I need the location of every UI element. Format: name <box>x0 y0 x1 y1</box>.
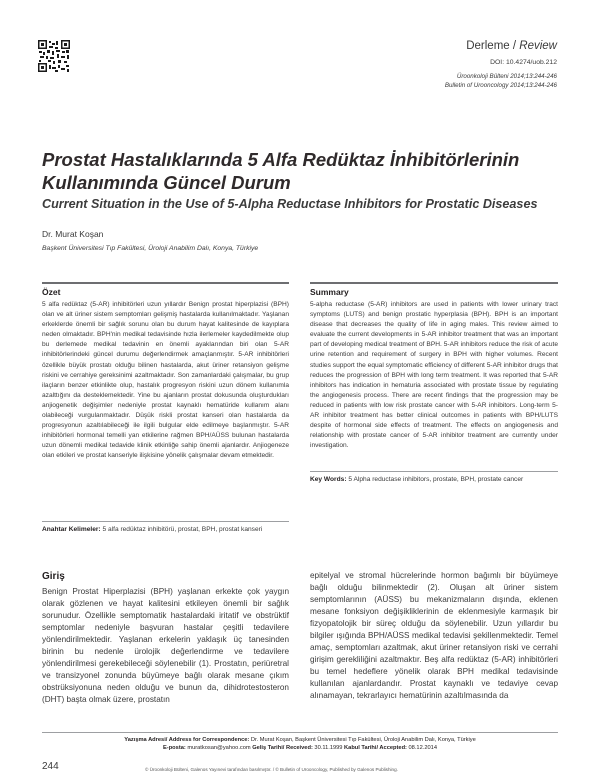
article-title: Prostat Hastalıklarında 5 Alfa Redüktaz İnhibitörlerinin Kullanımında Güncel Durum <box>42 149 520 193</box>
giris-column-2: epitelyal ve stromal hücrelerinde hormon bağımlı bir büyümeye bağlı olduğu bilinmektedir (2). Oluşan alt üriner sistem semptomlarının (AÜSS) bu mekanizmaların dışında, eklenen mesane fonksiyon değişikliklerinin de eklenmesiyle karmaşık bir fizyopatolojik bir süreç olduğu da söylenebilir. Uzun yıllardır bu bilgiler ışığında BPH/AÜSS medikal tedavisi şekillenmektedir. Temel amaç, semptomları azaltmak, akut üriner retansiyon riski ve cerrahi girişim gerekliliğini azaltmaktır. Beş alfa redüktaz (5-AR) inhibitörleri bu temel hedeflere yönelik olarak BPH medikal tedavisinde kullanılan ajanlardandır. Prostat kaynaklı ve tedaviye cevap alınamayan, tekrarlayıcı hematürinin azaltılmasında da <box>310 571 558 701</box>
doi[interactable]: DOI: 10.4274/uob.212 <box>490 59 557 66</box>
article-category <box>466 40 557 52</box>
ozet-keywords-label: Anahtar Kelimeler: <box>42 526 101 533</box>
ozet-keywords-list: 5 alfa redüktaz inhibitörü, prostat, BPH, prostat kanseri <box>102 526 263 533</box>
email-address[interactable]: muratkosan@yahoo.com <box>185 745 253 751</box>
summary-heading: Summary <box>310 287 349 297</box>
footer-rule <box>42 732 558 733</box>
address-label: Yazışma Adresi/ Address for Correspondence: <box>124 737 250 743</box>
ozet-text: 5 alfa redüktaz (5-AR) inhibitörleri uzun yıllardır Benign prostat hiperplazisi (BPH) olan ve alt üriner sistem semptomları gelişmiş hastalarda kullanılmaktadır. Yaşlanan erkeklerde önemli bir sağlık sorunu olan bu durum hayat kalitesinde de kayıplara neden olmaktadır. BPH'nin medikal tedavisinde hızla ilerlemeler kaydedilmekte olup bu derlemede medikal tedavinin en önemli ayaklarından biri olan 5-AR inhibitörlerindeki güncel durumu değerlendirmek amaçlanmıştır. 5-AR inhibitörleri özellikle büyük prostatı olduğu bilinen hastalarda, akut üriner retansiyon gelişme riskini ve cerrahiye gereksinimi azaltmaktadır. Son zamanlardaki çalışmalar, bu grup ilaçların benzer etkinlikte olup, hastalık progresyon riskini uzun dönem kullanımla azalttığını da desteklemektedir. Yine bu ajanların prostat dokusunda oluşturdukları anjiogenetik değişimler nedeniyle prostat kaynaklı hematüride kullanım alanı olabileceği vurgulanmaktadır. Düşük riskli prostat kanseri olan hastalarda da progresyonun azaltılabileceği ile ilgili bulgular elde edilmeye başlanmıştır. 5-AR inhibitörleri hormonal temelli yan etkilerine rağmen BPH/AÜSS bulunan hastalarda uzun dönemli medikal tedavide klinik etkinliğe sahip önemli ajanlardır. Anjiogeneze olan etkileri ve prostat kanseriyle ilişkisine yönelik çalışmalar devam etmektedir. <box>42 301 289 460</box>
copyright-notice: © Üroonkoloji Bülteni, Galenos Yayınevi tarafından basılmıştır. / © Bulletin of Urooncology, Published by Galenos Publishing. <box>145 767 398 772</box>
giris-column-1: Benign Prostat Hiperplazisi (BPH) yaşlanan erkekte çok yaygın olarak gözlenen ve hayat kalitesini etkileyen önemli bir sağlık sorunudur. Özellikle semptomatik hastalardaki iritatif ve obstrüktif semptomlar nedeniyle başvuran hastalar çeşitli tedavilere yönlendirilmektedir. Yaşlanan erkelerin yaklaşık üç tanesinden birinin bu nedenle ürolojik değerlendirme ve tedavilere yönlendirilmesi gerekebileceği söylenebilir (1). Prostatın, periüretral ve transizyonel zonunda büyümeye bağlı olarak mesane çıkım obstrüksiyonuna neden olduğu ve bunun da, dihidrotestosteron (DHT) başta olmak üzere, prostatın <box>42 587 289 705</box>
summary-keywords-list: 5 Alpha reductase inhibitors, prostate, BPH, prostate cancer <box>348 476 524 483</box>
summary-keywords-label: Key Words: <box>310 476 347 483</box>
article-subtitle: Current Situation in the Use of 5-Alpha Reductase Inhibitors for Prostatic Diseases <box>42 197 538 211</box>
summary-keyword-rule <box>310 471 558 472</box>
received-label: Geliş Tarihi/ Received: <box>252 745 313 751</box>
journal-citation-tr: Üroonkoloji Bülteni 2014;13:244-246 <box>456 73 557 80</box>
category-separator: / <box>509 40 520 52</box>
giris-heading: Giriş <box>42 571 65 582</box>
summary-keywords <box>310 475 558 485</box>
accepted-date: 08.12.2014 <box>406 745 437 751</box>
summary-top-rule <box>310 282 558 284</box>
summary-text: 5-alpha reductase (5-AR) inhibitors are used in patients with lower urinary tract symptoms (LUTS) and benign prostatic hyperplasia (BPH). BPH is an important disease that decreases the quality of life in aging males. This review aimed to evaluate the current developments in 5-AR inhibitor treatment that was an important part of developing medical treatment of BPH. 5-AR inhibitors reduce the risk of acute urine retention and requirement of surgery in BPH with higher volumes. Recent studies support the equal symptomatic efficiency of different 5-AR inhibitor drugs that reduces the progression of BPH with long term treatment. It was reported that 5-AR inhibitors has indication in hematuria associated with prostate tissue by regulating the angiogenesis process. There are recent findings that the progression may be reduced in patients with low risk prostate cancer with 5-AR inhibitors. Long-term 5-AR inhibitor treatment has better clinical outcomes in patients with BPH/LUTS despite of hormonal side effects of treatment. The effects on angiogenesis and relationship with prostate cancer of 5-AR inhibitor treatment are currently under investigation. <box>310 301 558 450</box>
ozet-top-rule <box>42 282 289 284</box>
ozet-keyword-rule <box>42 521 289 522</box>
category-tr: Derleme <box>466 40 510 52</box>
category-en: Review <box>519 40 557 52</box>
dates-line <box>0 745 600 751</box>
accepted-label: Kabul Tarihi/ Accepted: <box>344 745 407 751</box>
author-name: Dr. Murat Koşan <box>42 229 104 239</box>
address-text: Dr. Murat Koşan, Başkent Üniversitesi Tıp Fakültesi, Üroloji Anabilim Dalı, Konya, Türkiye <box>249 737 476 743</box>
author-affiliation: Başkent Üniversitesi Tıp Fakültesi, Üroloji Anabilim Dalı, Konya, Türkiye <box>42 245 259 252</box>
email-label: E-posta: <box>163 745 186 751</box>
page-number: 244 <box>42 761 59 772</box>
ozet-heading: Özet <box>42 287 61 297</box>
received-date: 30.11.1999 <box>312 745 345 751</box>
ozet-keywords <box>42 525 289 535</box>
journal-citation-en: Bulletin of Urooncology 2014;13:244-246 <box>444 82 557 89</box>
correspondence-line <box>0 737 600 743</box>
qr-code <box>38 40 70 72</box>
